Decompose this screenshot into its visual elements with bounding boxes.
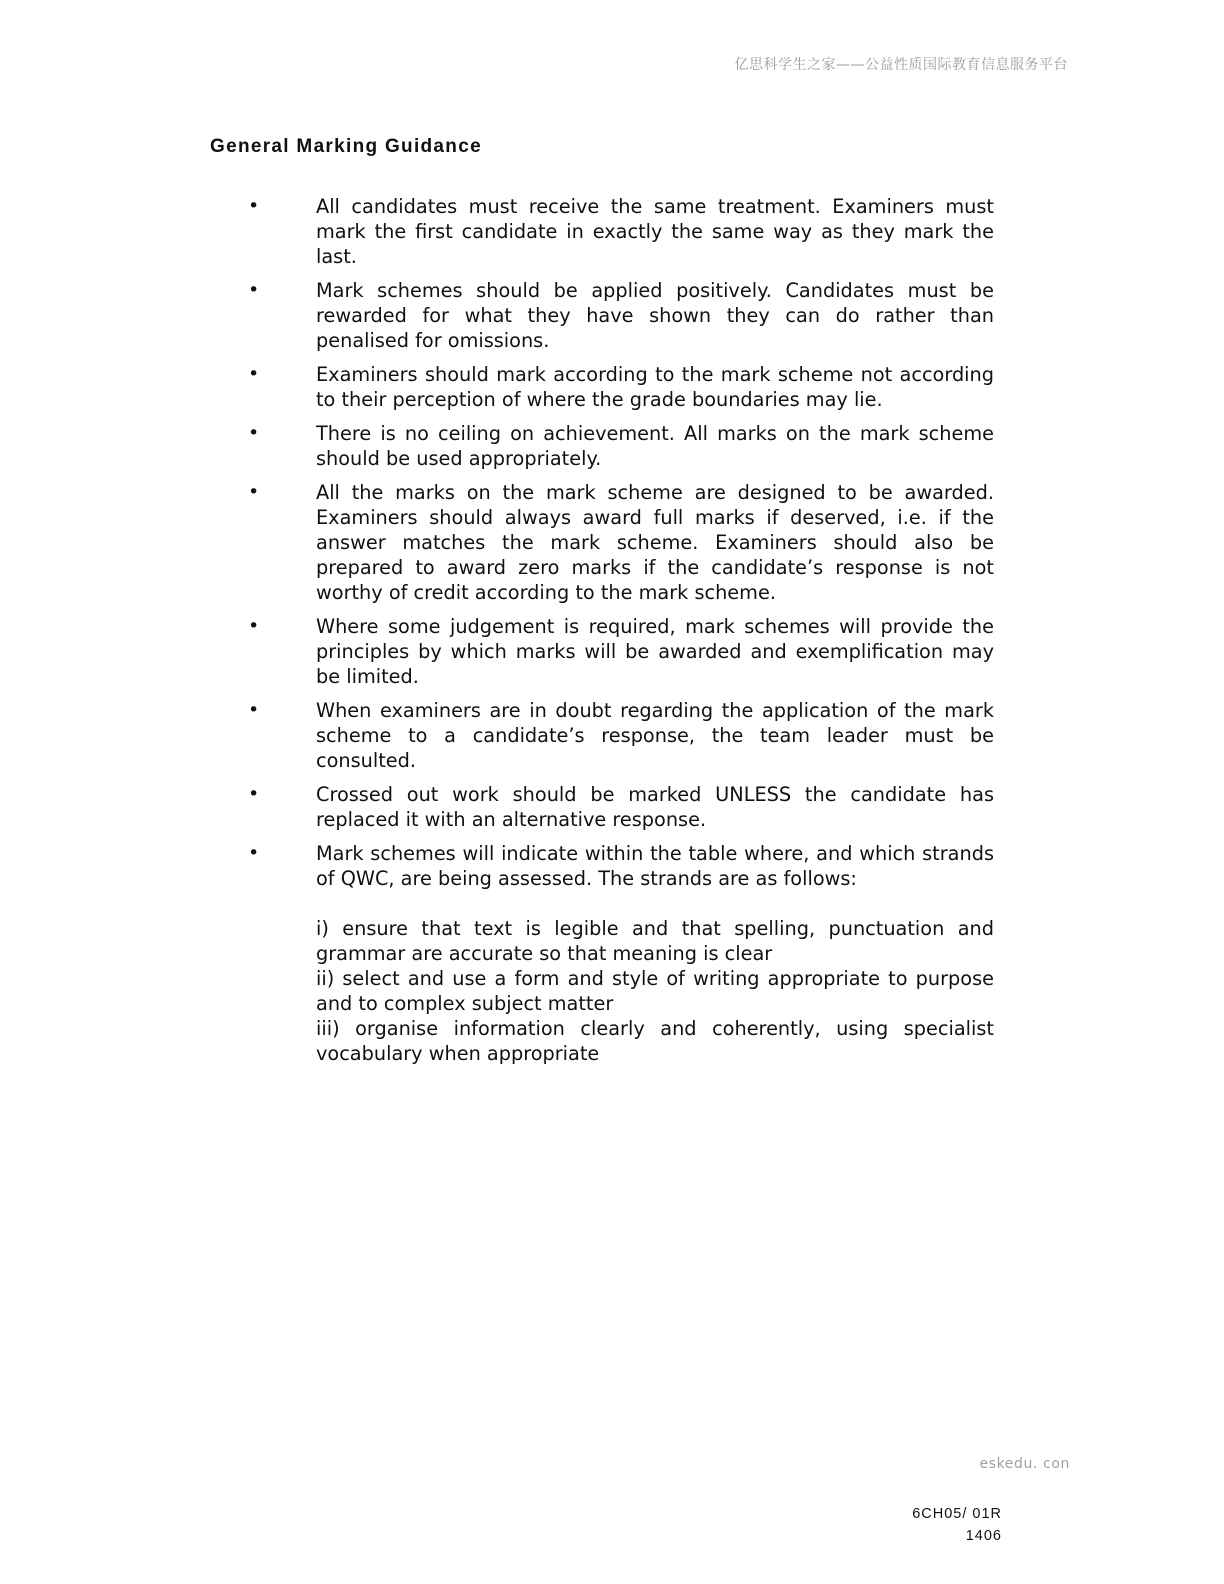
guidance-item-8 [248, 782, 994, 832]
guidance-item-text: All the marks on the mark scheme are designed to be awarded. Examiners should always award full marks if deserved, i.e. if the answer matches the mark scheme. Examiners should also be prepared to award zero marks if the candidate’s response is not worthy of credit according to the mark scheme. [316, 481, 994, 604]
guidance-item-text: Where some judgement is required, mark schemes will provide the principles by which marks will be awarded and exemplification may be limited. [316, 615, 994, 688]
qwc-strand-3: iii) organise information clearly and coherently, using specialist vocabulary when appropriate [316, 1017, 994, 1065]
bullet-icon: • [248, 279, 260, 301]
qwc-strands [316, 916, 994, 1066]
bullet-icon: • [248, 842, 260, 864]
guidance-item-4 [248, 421, 994, 471]
guidance-item-9 [248, 841, 994, 1066]
guidance-item-text: Examiners should mark according to the mark scheme not according to their perception of where the grade boundaries may lie. [316, 363, 994, 411]
bullet-icon: • [248, 783, 260, 805]
footer-watermark: eskedu. con [979, 1456, 1070, 1472]
page-title: General Marking Guidance [210, 136, 482, 157]
bullet-icon: • [248, 363, 260, 385]
qwc-strand-2: ii) select and use a form and style of writing appropriate to purpose and to complex subject matter [316, 967, 994, 1015]
bullet-icon: • [248, 699, 260, 721]
guidance-item-3 [248, 362, 994, 412]
guidance-item-5 [248, 480, 994, 605]
bullet-icon: • [248, 481, 260, 503]
guidance-item-6 [248, 614, 994, 689]
guidance-item-text: All candidates must receive the same treatment. Examiners must mark the first candidate in exactly the same way as they mark the last. [316, 195, 994, 268]
bullet-icon: • [248, 422, 260, 444]
guidance-item-text: Crossed out work should be marked UNLESS the candidate has replaced it with an alternative response. [316, 783, 994, 831]
paper-code: 6CH05/ 01R [912, 1506, 1002, 1522]
guidance-item-text: Mark schemes should be applied positively. Candidates must be rewarded for what they have shown they can do rather than penalised for omissions. [316, 279, 994, 352]
bullet-icon: • [248, 195, 260, 217]
footer-paper-code [912, 1503, 1002, 1547]
guidance-item-text: There is no ceiling on achievement. All marks on the mark scheme should be used appropriately. [316, 422, 994, 470]
guidance-item-7 [248, 698, 994, 773]
guidance-item-2 [248, 278, 994, 353]
guidance-item-text: When examiners are in doubt regarding the application of the mark scheme to a candidate’s response, the team leader must be consulted. [316, 699, 994, 772]
header-watermark: 亿思科学生之家——公益性质国际教育信息服务平台 [734, 57, 1068, 73]
guidance-list [248, 194, 994, 1075]
qwc-strand-1: i) ensure that text is legible and that spelling, punctuation and grammar are accurate so that meaning is clear [316, 917, 994, 965]
guidance-item-1 [248, 194, 994, 269]
bullet-icon: • [248, 615, 260, 637]
session-number: 1406 [965, 1528, 1002, 1544]
guidance-item-text: Mark schemes will indicate within the table where, and which strands of QWC, are being assessed. The strands are as follows: [316, 842, 994, 890]
